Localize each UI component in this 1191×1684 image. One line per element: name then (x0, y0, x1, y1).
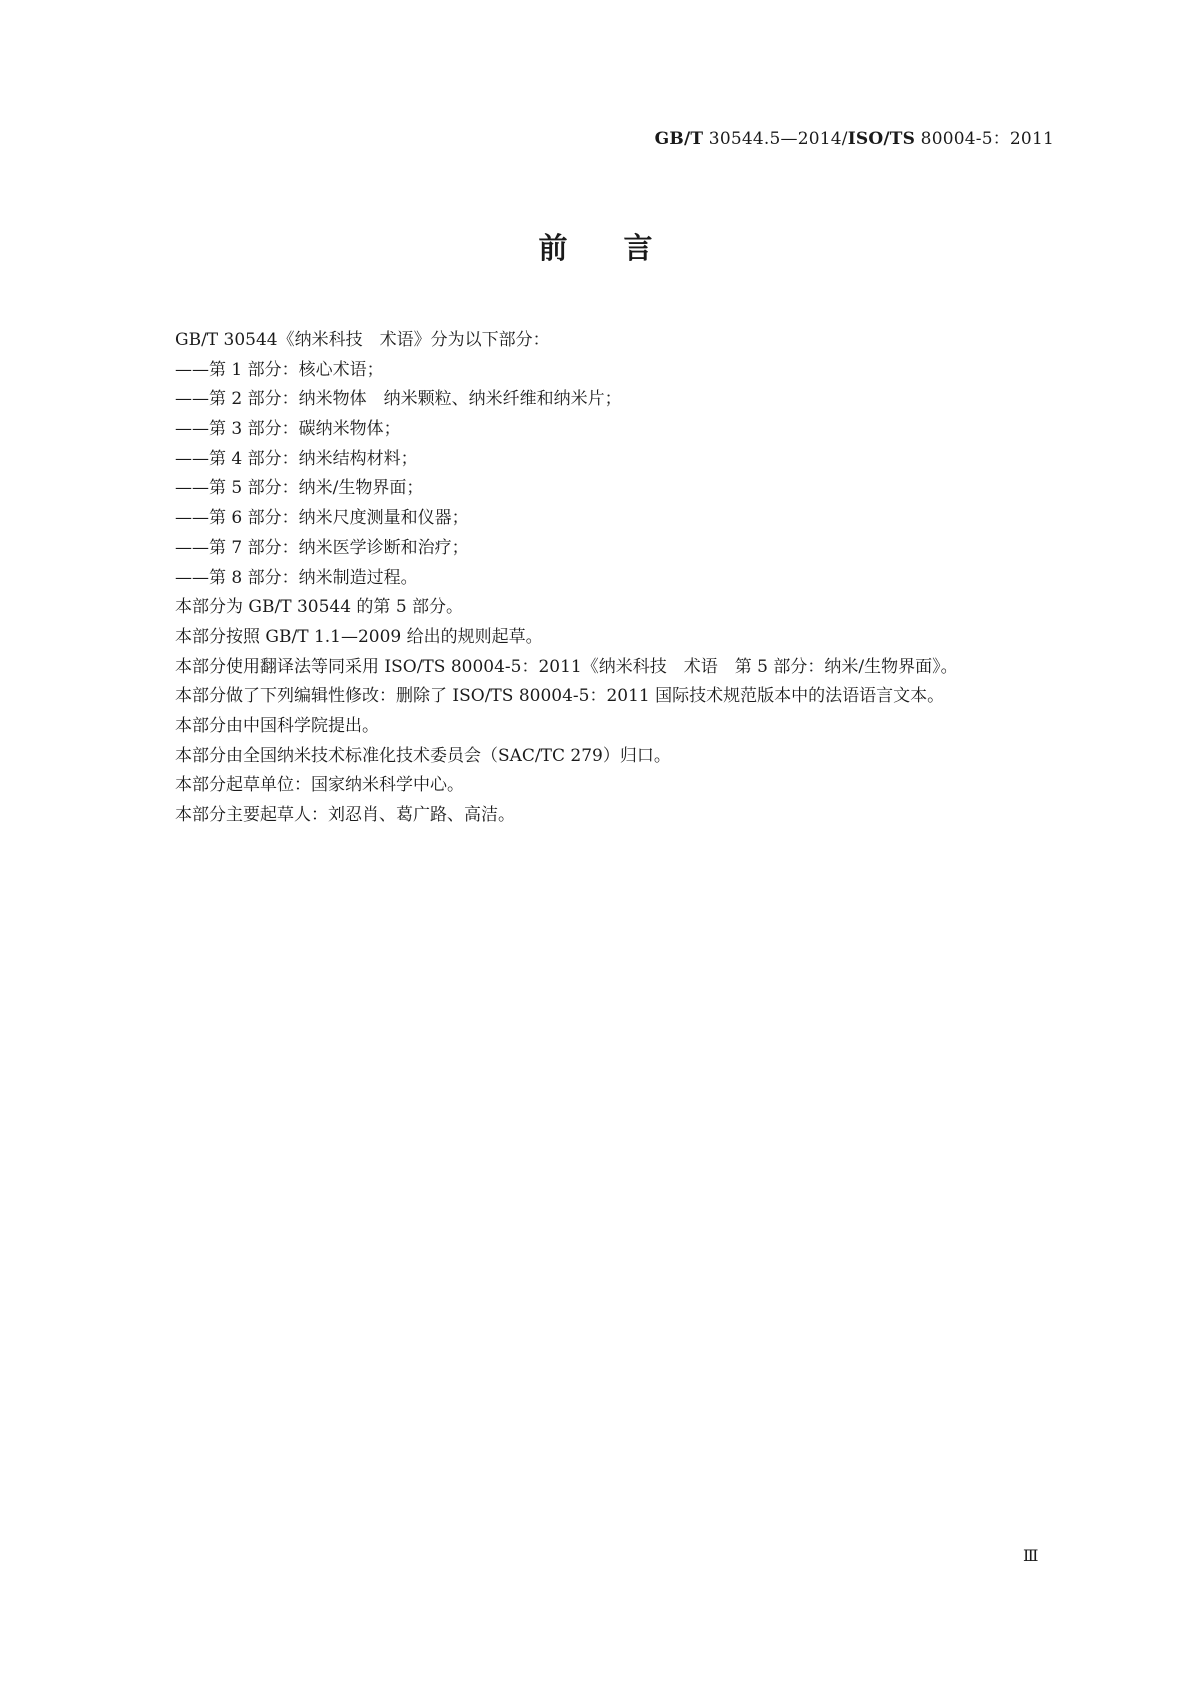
paragraph-drafting-rules: 本部分按照 GB/T 1.1—2009 给出的规则起草。 (175, 626, 543, 647)
title-char-2: 言 (623, 231, 653, 265)
paragraph-adoption: 本部分使用翻译法等同采用 ISO/TS 80004-5：2011《纳米科技 术语 第 5 部分：纳米/生物界面》。 (175, 656, 958, 677)
paragraph-modifications: 本部分做了下列编辑性修改：删除了 ISO/TS 80004-5：2011 国际技术规范版本中的法语语言文本。 (175, 686, 945, 707)
page-title (0, 226, 1191, 267)
list-item-part-6: ——第 6 部分：纳米尺度测量和仪器； (175, 508, 469, 529)
standard-code-header (655, 124, 1054, 149)
list-item-part-8: ——第 8 部分：纳米制造过程。 (175, 567, 418, 588)
paragraph-part-statement: 本部分为 GB/T 30544 的第 5 部分。 (175, 597, 464, 618)
paragraph-committee: 本部分由全国纳米技术标准化技术委员会（SAC/TC 279）归口。 (175, 745, 671, 766)
paragraph-drafters: 本部分主要起草人：刘忍肖、葛广路、高洁。 (175, 805, 515, 825)
list-item-part-2: ——第 2 部分：纳米物体 纳米颗粒、纳米纤维和纳米片； (175, 389, 622, 410)
title-char-1: 前 (538, 231, 568, 265)
page-number: Ⅲ (1023, 1546, 1039, 1565)
foreword-body (175, 326, 1055, 831)
list-item-part-1: ——第 1 部分：核心术语； (175, 359, 384, 380)
header-code-number: 30544.5—2014/ (703, 129, 848, 149)
paragraph-intro: GB/T 30544《纳米科技 术语》分为以下部分： (175, 330, 550, 350)
list-item-part-5: ——第 5 部分：纳米/生物界面； (175, 478, 424, 499)
header-code-iso-number: 80004-5：2011 (915, 129, 1054, 149)
paragraph-proposer: 本部分由中国科学院提出。 (175, 715, 379, 736)
paragraph-drafting-unit: 本部分起草单位：国家纳米科学中心。 (175, 775, 464, 796)
list-item-part-7: ——第 7 部分：纳米医学诊断和治疗； (175, 537, 469, 558)
header-code-gbt: GB/T (654, 129, 704, 149)
header-code-isots: ISO/TS (847, 129, 916, 149)
list-item-part-3: ——第 3 部分：碳纳米物体； (175, 419, 401, 440)
list-item-part-4: ——第 4 部分：纳米结构材料； (175, 448, 418, 469)
